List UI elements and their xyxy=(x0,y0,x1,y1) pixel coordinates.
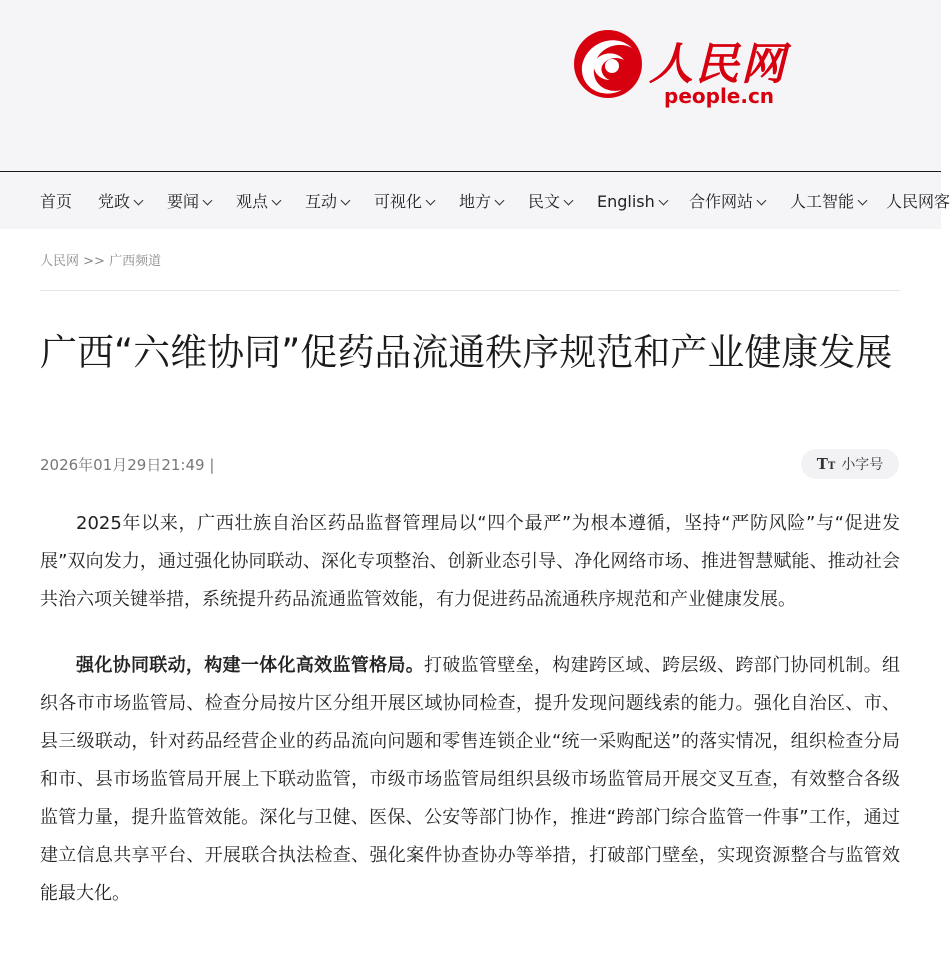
breadcrumb-channel[interactable]: 广西频道 xyxy=(109,254,162,269)
nav-label: 要闻 xyxy=(167,192,200,211)
nav-label: 党政 xyxy=(98,192,131,211)
logo-text-en[interactable]: people.cn xyxy=(664,84,775,108)
article-datetime: 2026年01月29日21:49 | xyxy=(40,456,215,474)
paragraph-text: 打破监管壁垒，构建跨区域、跨层级、跨部门协同机制。组织各市市场监管局、检查分局按片区分组开展区域协同检查，提升发现问题线索的能力。强化自治区、市、县三级联动，针对药品经营企业的药品流向问题和零售连锁企业“统一采购配送”的落实情况，组织检查分局和市、县市场监管局开展上下联动监管，市级市场监管局组织县级市场监管局开展交叉互查，有效整合各级监管力量，提升监管效能。深化与卫健、医保、公安等部门协作，推进“跨部门综合监管一件事”工作，通过建立信息共享平台、开展联合执法检查、强化案件协查协办等举措，打破部门壁垒，实现资源整合与监管效能最大化。 xyxy=(40,655,900,904)
font-size-label: 小字号 xyxy=(841,457,884,473)
nav-label: 互动 xyxy=(305,192,338,211)
chevron-down-icon xyxy=(426,196,436,206)
logo-text-cn[interactable]: 人民网 xyxy=(649,39,787,90)
article-paragraph xyxy=(40,647,900,913)
main-nav xyxy=(0,171,950,229)
nav-label: 合作网站 xyxy=(689,192,754,211)
breadcrumb xyxy=(40,250,161,269)
page-title: 广西“六维协同”促药品流通秩序规范和产业健康发展 xyxy=(40,331,893,374)
nav-item-party[interactable] xyxy=(98,192,142,212)
nav-label: 人工智能 xyxy=(790,192,855,211)
divider xyxy=(40,290,900,291)
chevron-down-icon xyxy=(757,196,767,206)
chevron-down-icon xyxy=(858,196,868,206)
nav-item-client[interactable] xyxy=(886,192,950,212)
nav-item-interaction[interactable] xyxy=(305,192,349,212)
paragraph-lead: 强化协同联动，构建一体化高效监管格局。 xyxy=(76,655,425,676)
nav-item-ai[interactable] xyxy=(790,192,866,212)
nav-label: English xyxy=(597,192,655,211)
article-body xyxy=(40,505,900,941)
chevron-down-icon xyxy=(658,196,668,206)
font-size-button[interactable] xyxy=(801,449,899,479)
chevron-down-icon xyxy=(564,196,574,206)
nav-label: 人民网客 xyxy=(886,192,950,211)
text-size-icon: TT xyxy=(816,455,836,473)
nav-item-partners[interactable] xyxy=(689,192,765,212)
nav-label: 观点 xyxy=(236,192,269,211)
nav-label: 地方 xyxy=(459,192,492,211)
nav-item-english[interactable] xyxy=(597,192,667,212)
nav-label: 民文 xyxy=(528,192,561,211)
chevron-down-icon xyxy=(203,196,213,206)
nav-item-opinion[interactable] xyxy=(236,192,280,212)
nav-item-visual[interactable] xyxy=(374,192,434,212)
chevron-down-icon xyxy=(272,196,282,206)
nav-item-home[interactable] xyxy=(40,192,72,212)
nav-item-local[interactable] xyxy=(459,192,503,212)
chevron-down-icon xyxy=(341,196,351,206)
chevron-down-icon xyxy=(495,196,505,206)
breadcrumb-separator: >> xyxy=(83,254,105,269)
nav-item-news[interactable] xyxy=(167,192,211,212)
nav-label: 可视化 xyxy=(374,192,423,211)
chevron-down-icon xyxy=(134,196,144,206)
nav-item-minority[interactable] xyxy=(528,192,572,212)
paragraph-text: 2025年以来，广西壮族自治区药品监督管理局以“四个最严”为根本遵循，坚持“严防风险”与“促进发展”双向发力，通过强化协同联动、深化专项整治、创新业态引导、净化网络市场、推进智慧赋能、推动社会共治六项关键举措，系统提升药品流通监管效能，有力促进药品流通秩序规范和产业健康发展。 xyxy=(40,513,900,610)
article-paragraph xyxy=(40,505,900,619)
breadcrumb-home[interactable]: 人民网 xyxy=(40,254,80,269)
header-bar xyxy=(0,0,941,171)
nav-label: 首页 xyxy=(40,192,73,211)
